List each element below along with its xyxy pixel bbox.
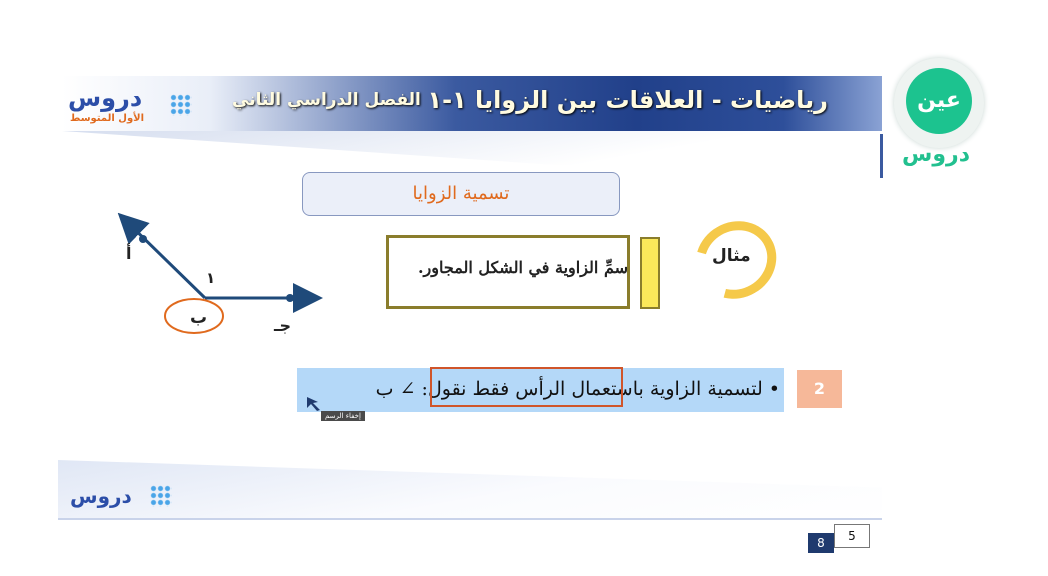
ein-logo: عين — [906, 68, 972, 134]
rule-highlight — [430, 367, 623, 407]
term-label: الفصل الدراسي الثاني — [232, 90, 421, 110]
ray-ba — [122, 217, 205, 298]
grade-label: الأول المتوسط — [70, 113, 145, 124]
label-b: ب — [190, 308, 208, 328]
example-label: مثال — [712, 246, 751, 266]
question-text: سمِّ الزاوية في الشكل المجاور. — [417, 258, 628, 277]
point-c-dot — [286, 294, 294, 302]
dots-icon — [170, 94, 192, 116]
rule-number-badge: 2 — [797, 370, 842, 408]
page-total: 8 — [808, 533, 834, 553]
question-marker — [640, 237, 660, 309]
dots-icon — [150, 485, 172, 507]
section-title: تسمية الزوايا — [302, 172, 620, 216]
page-current[interactable]: 5 — [834, 524, 870, 548]
durous-logo: دروس — [68, 84, 143, 112]
cursor-icon — [304, 394, 328, 412]
footer-band — [58, 460, 882, 520]
angle-number: ١ — [206, 269, 216, 287]
tooltip: إخفاء الرسم — [321, 411, 365, 421]
header-edge — [880, 134, 883, 178]
footer-line — [58, 518, 882, 520]
label-a: أ — [126, 244, 132, 263]
lesson-title: رياضيات - العلاقات بين الزوايا ١-١ — [427, 86, 828, 114]
footer-logo: دروس — [70, 484, 132, 508]
label-c: جـ — [274, 316, 291, 335]
rule-text: • لتسمية الزاوية باستعمال الرأس فقط نقول: ∠ ب — [375, 378, 780, 400]
point-a-dot — [139, 235, 147, 243]
brand-name: دروس — [902, 142, 970, 167]
angle-figure — [110, 205, 340, 345]
